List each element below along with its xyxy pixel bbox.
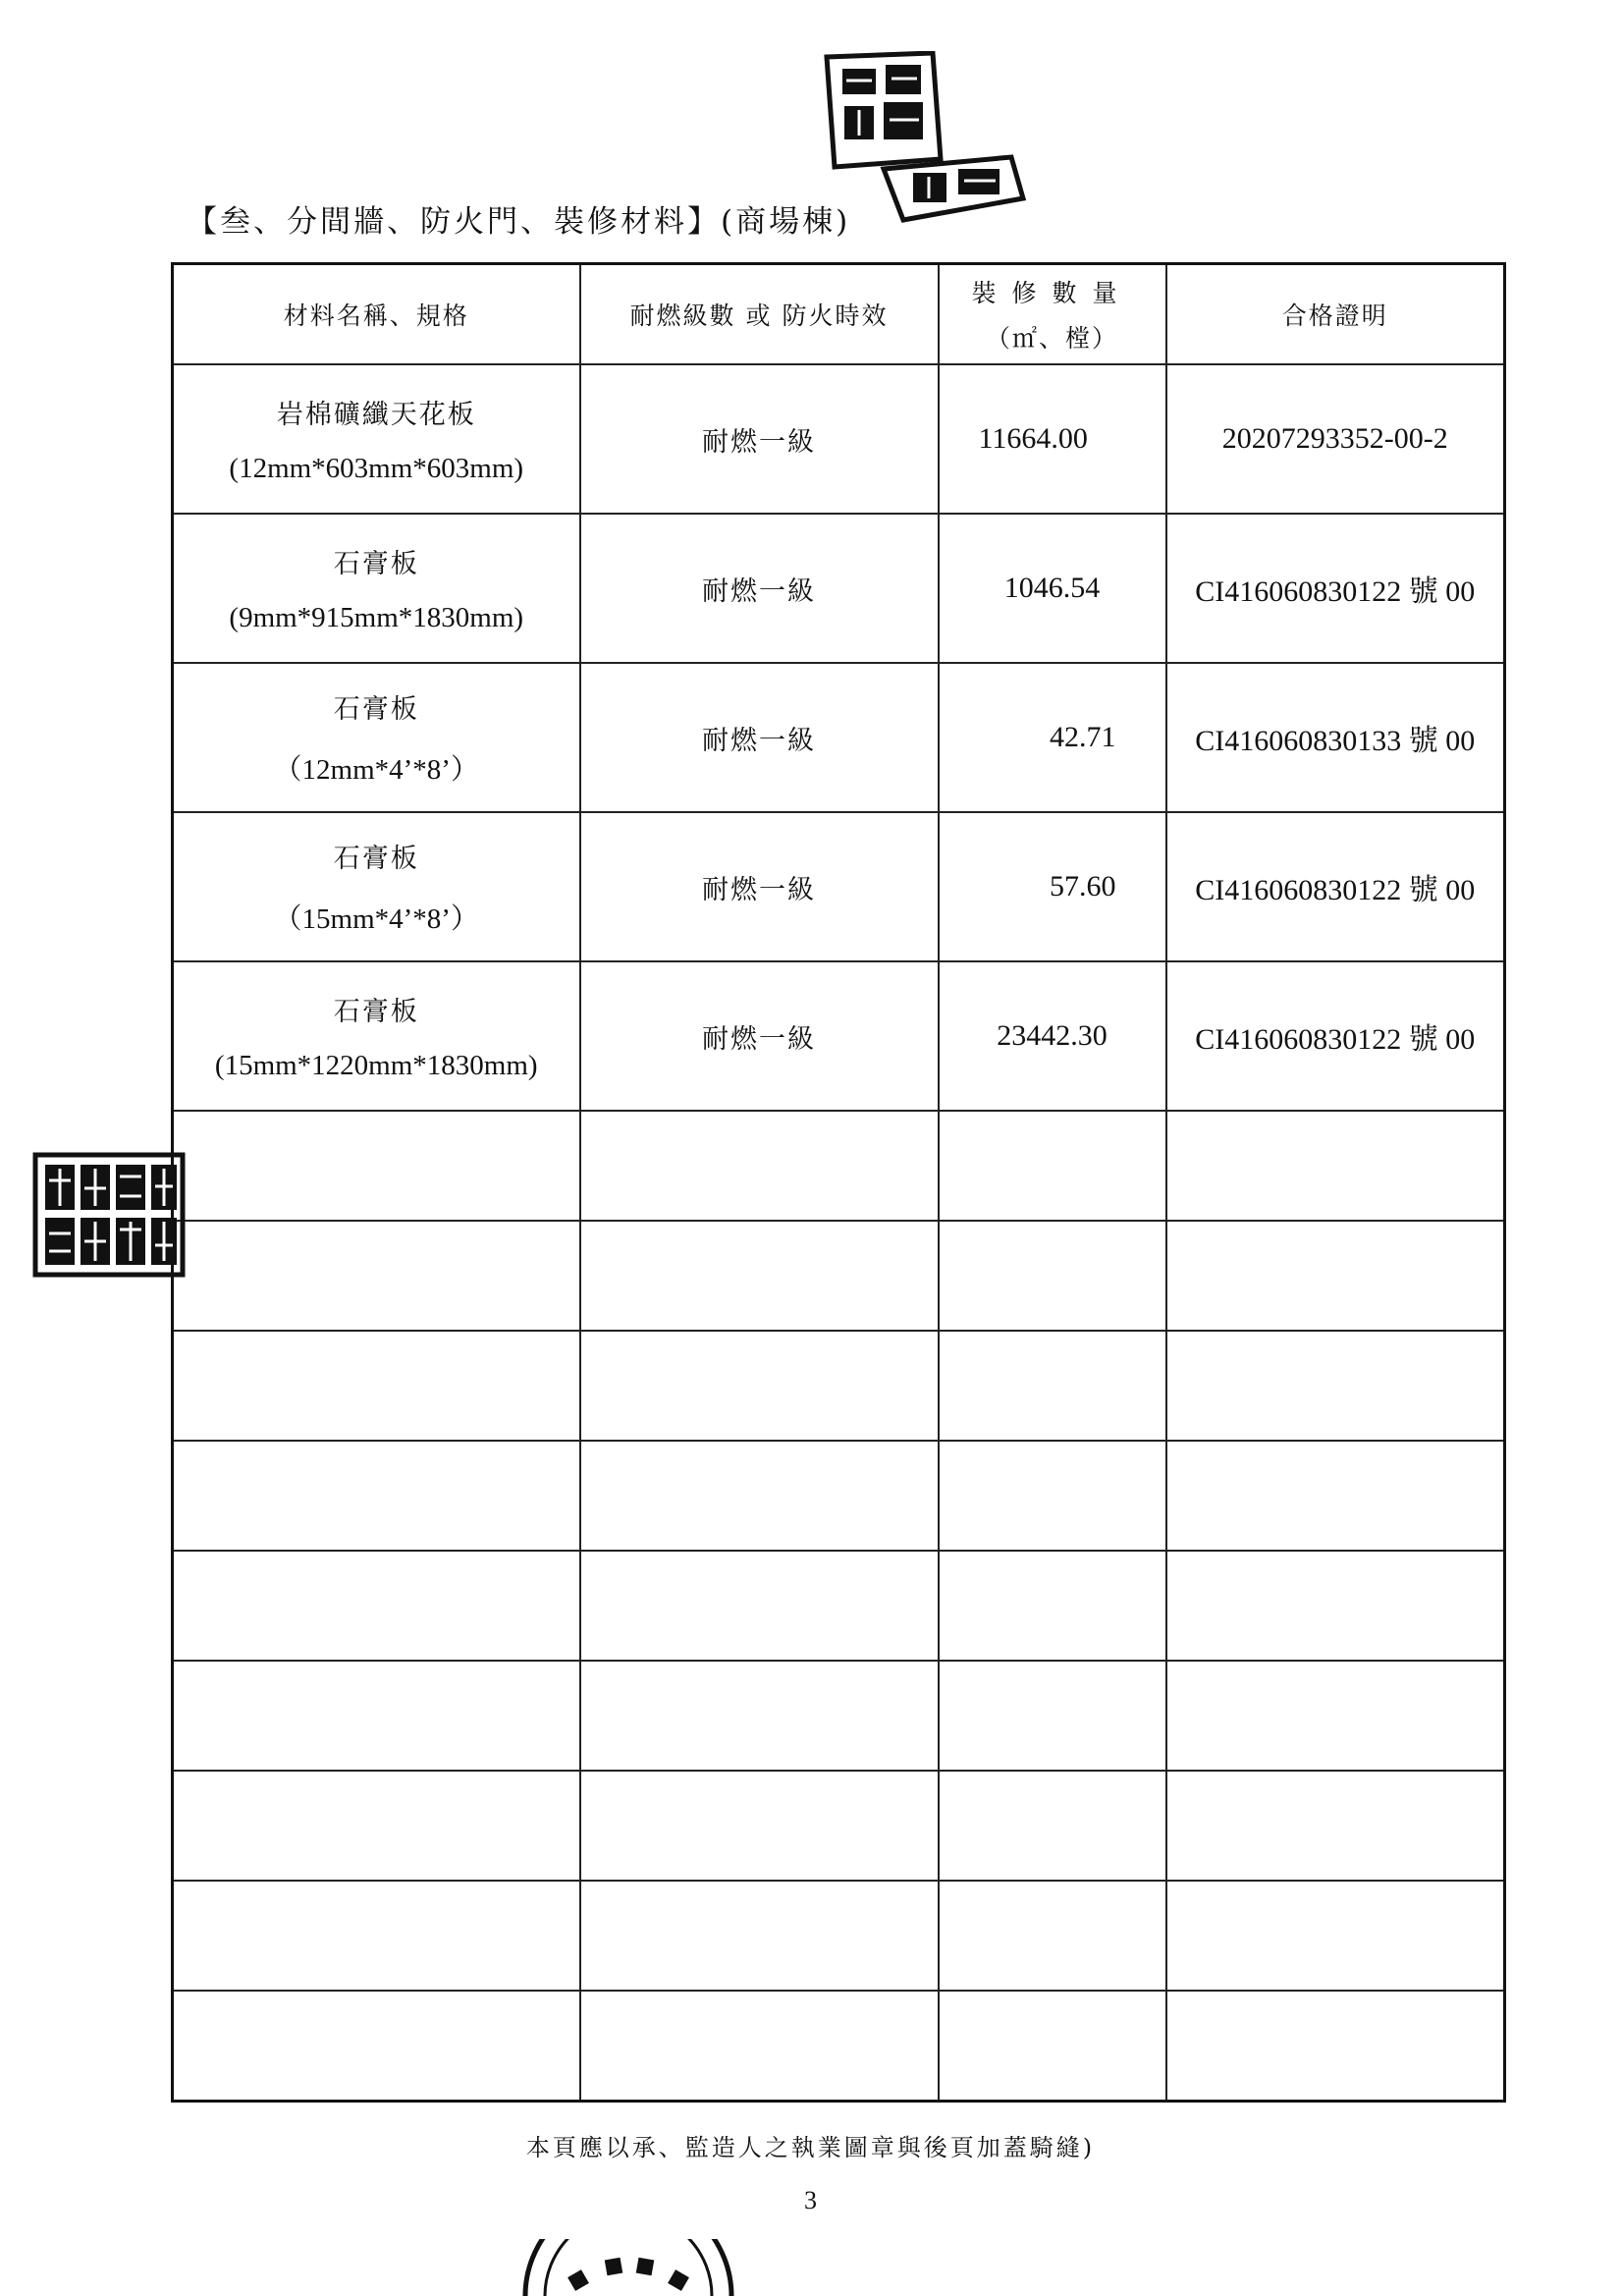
- table-row-empty: [173, 1991, 1505, 2102]
- quantity: 1046.54: [939, 514, 1166, 663]
- material-name: 石膏板: [333, 549, 419, 579]
- material-spec: (12mm*603mm*603mm): [229, 453, 524, 484]
- round-seal-stamp: [515, 2239, 741, 2296]
- empty-cell: [939, 1771, 1166, 1881]
- material-spec: （15mm*4’*8’）: [273, 903, 479, 935]
- table-row-empty: [173, 1661, 1505, 1771]
- empty-cell: [939, 1221, 1166, 1331]
- empty-cell: [580, 1221, 939, 1331]
- empty-cell: [1166, 1331, 1505, 1441]
- header-quantity-label: 裝修數量: [971, 279, 1133, 307]
- material-name: 岩棉礦纖天花板: [276, 400, 476, 430]
- material-spec: (9mm*915mm*1830mm): [229, 602, 524, 633]
- table-row-empty: [173, 1221, 1505, 1331]
- material-cell: [173, 961, 580, 1111]
- quantity: 23442.30: [939, 961, 1166, 1111]
- empty-cell: [939, 1991, 1166, 2102]
- material-spec: (15mm*1220mm*1830mm): [214, 1050, 538, 1081]
- empty-cell: [173, 1991, 580, 2102]
- quantity: 42.71: [939, 663, 1166, 812]
- table-row: [173, 961, 1505, 1111]
- fire-rating: 耐燃一級: [580, 961, 939, 1111]
- table-row: [173, 364, 1505, 514]
- empty-cell: [580, 1991, 939, 2102]
- fire-rating: 耐燃一級: [580, 514, 939, 663]
- certificate-number: CI416060830133 號 00: [1166, 663, 1505, 812]
- table-row-empty: [173, 1881, 1505, 1991]
- empty-cell: [939, 1331, 1166, 1441]
- empty-cell: [939, 1551, 1166, 1661]
- fire-rating: 耐燃一級: [580, 812, 939, 961]
- empty-cell: [580, 1111, 939, 1221]
- empty-cell: [580, 1441, 939, 1551]
- quantity: 57.60: [939, 812, 1166, 961]
- empty-cell: [173, 1551, 580, 1661]
- empty-cell: [173, 1661, 580, 1771]
- material-cell: [173, 364, 580, 514]
- empty-cell: [173, 1111, 580, 1221]
- empty-cell: [173, 1441, 580, 1551]
- material-name: 石膏板: [333, 694, 419, 725]
- empty-cell: [1166, 1991, 1505, 2102]
- footer-note: 本頁應以承、監造人之執業圖章與後頁加蓋騎縫): [525, 2134, 1096, 2161]
- empty-cell: [939, 1881, 1166, 1991]
- material-cell: [173, 514, 580, 663]
- material-spec: （12mm*4’*8’）: [273, 754, 479, 786]
- fire-rating: 耐燃一級: [580, 663, 939, 812]
- header-quantity: [939, 264, 1166, 365]
- empty-cell: [1166, 1551, 1505, 1661]
- empty-cell: [1166, 1441, 1505, 1551]
- empty-cell: [173, 1331, 580, 1441]
- empty-cell: [580, 1661, 939, 1771]
- empty-cell: [580, 1331, 939, 1441]
- empty-cell: [1166, 1221, 1505, 1331]
- table-row-empty: [173, 1771, 1505, 1881]
- certificate-number: 20207293352-00-2: [1166, 364, 1505, 514]
- section-title: 【叁、分間牆、防火門、裝修材料】(商場棟): [187, 204, 851, 240]
- certificate-number: CI416060830122 號 00: [1166, 812, 1505, 961]
- material-cell: [173, 812, 580, 961]
- empty-cell: [580, 1551, 939, 1661]
- empty-cell: [173, 1221, 580, 1331]
- empty-cell: [173, 1881, 580, 1991]
- table-header-row: [173, 264, 1505, 365]
- table-row-empty: [173, 1441, 1505, 1551]
- table-row-empty: [173, 1551, 1505, 1661]
- materials-table: [171, 262, 1506, 2103]
- empty-cell: [580, 1881, 939, 1991]
- material-name: 石膏板: [333, 844, 419, 874]
- material-cell: [173, 663, 580, 812]
- empty-cell: [580, 1771, 939, 1881]
- page-number: 3: [804, 2186, 817, 2214]
- empty-cell: [939, 1441, 1166, 1551]
- empty-cell: [1166, 1881, 1505, 1991]
- material-name: 石膏板: [333, 997, 419, 1027]
- empty-cell: [939, 1111, 1166, 1221]
- table-row-empty: [173, 1331, 1505, 1441]
- fire-rating: 耐燃一級: [580, 364, 939, 514]
- table-row-empty: [173, 1111, 1505, 1221]
- header-material-name: 材料名稱、規格: [173, 264, 580, 365]
- empty-cell: [1166, 1771, 1505, 1881]
- table-row: [173, 812, 1505, 961]
- header-quantity-unit: （㎡、樘）: [985, 324, 1118, 353]
- quantity: 11664.00: [939, 364, 1166, 514]
- certificate-number: CI416060830122 號 00: [1166, 961, 1505, 1111]
- header-certificate: 合格證明: [1166, 264, 1505, 365]
- certificate-number: CI416060830122 號 00: [1166, 514, 1505, 663]
- table-row: [173, 663, 1505, 812]
- empty-cell: [173, 1771, 580, 1881]
- empty-cell: [939, 1661, 1166, 1771]
- header-fire-rating: 耐燃級數 或 防火時效: [580, 264, 939, 365]
- table-row: [173, 514, 1505, 663]
- empty-cell: [1166, 1661, 1505, 1771]
- architect-seal-stamp: [31, 1151, 189, 1284]
- empty-cell: [1166, 1111, 1505, 1221]
